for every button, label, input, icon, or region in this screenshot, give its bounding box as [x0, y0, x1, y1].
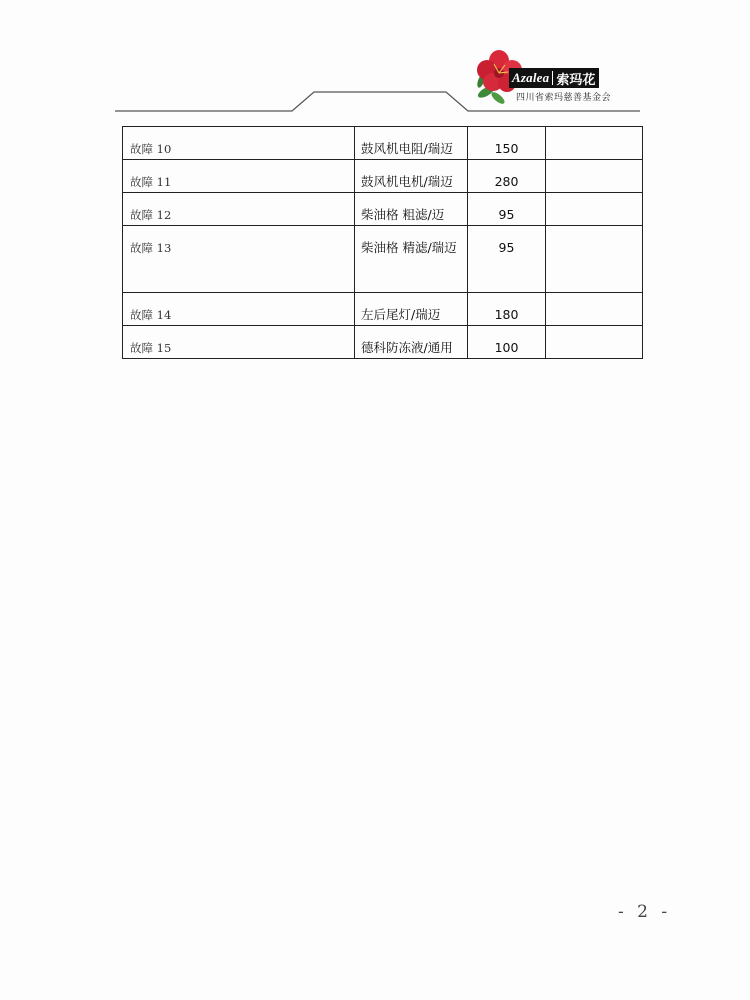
part-name: 柴油格 精滤/瑞迈	[361, 240, 457, 255]
logo-divider	[552, 71, 553, 85]
logo-title-en: Azalea	[512, 70, 550, 85]
price-value: 95	[498, 240, 515, 255]
price-value: 280	[494, 174, 519, 189]
fault-label: 故障 15	[130, 341, 172, 355]
table-row	[123, 127, 643, 160]
table-row	[123, 326, 643, 359]
fault-label: 故障 12	[130, 208, 172, 222]
price-value: 180	[494, 307, 519, 322]
fault-label: 故障 14	[130, 308, 172, 322]
logo-title-zh: 索玛花	[556, 72, 596, 88]
logo-subtitle: 四川省索玛慈善基金会	[516, 93, 612, 103]
price-value: 150	[494, 141, 519, 156]
table-row	[123, 160, 643, 193]
part-name: 左后尾灯/瑞迈	[361, 307, 441, 322]
header-rule	[0, 0, 750, 120]
price-value: 95	[498, 207, 515, 222]
part-name: 鼓风机电机/瑞迈	[361, 174, 453, 189]
table-row	[123, 293, 643, 326]
part-name: 柴油格 粗滤/迈	[361, 207, 445, 222]
page-number: - 2 -	[618, 902, 672, 922]
foundation-logo	[472, 48, 632, 106]
table-row	[123, 226, 643, 293]
fault-label: 故障 10	[130, 142, 172, 156]
part-name: 鼓风机电阻/瑞迈	[361, 141, 453, 156]
fault-parts-table	[122, 126, 643, 359]
price-value: 100	[494, 340, 519, 355]
table-row	[123, 193, 643, 226]
fault-label: 故障 13	[130, 241, 172, 255]
part-name: 德科防冻液/通用	[361, 340, 453, 355]
fault-label: 故障 11	[130, 175, 172, 189]
logo-title	[509, 68, 599, 88]
